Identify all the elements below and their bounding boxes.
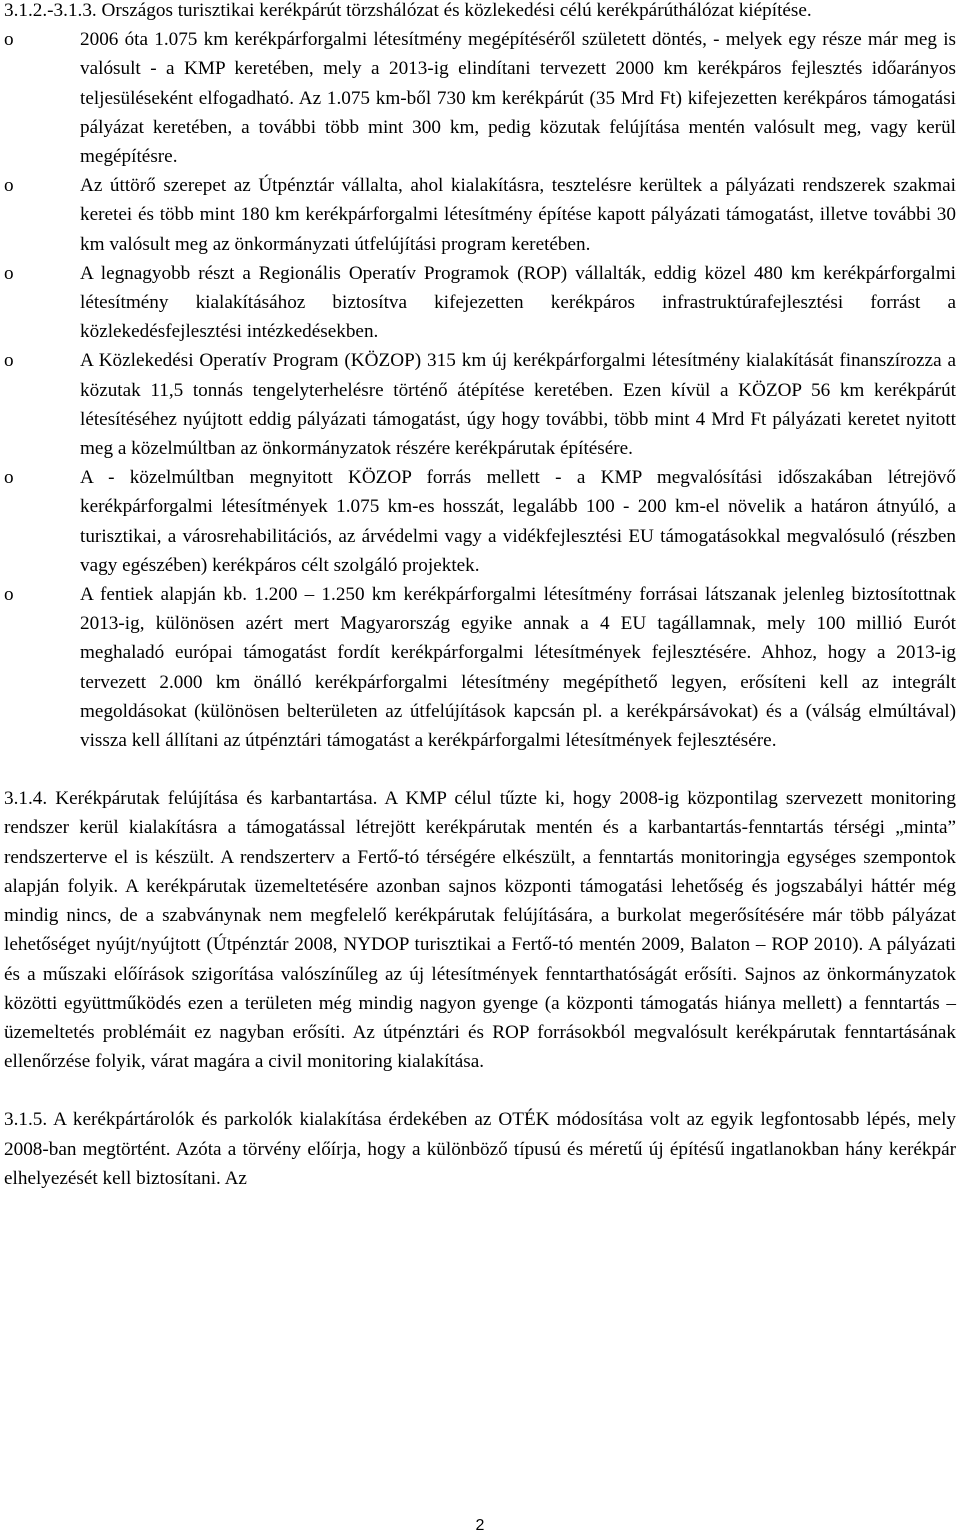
bullet-text: A legnagyobb részt a Regionális Operatív Programok (ROP) vállalták, eddig közel 480 km kerékpárforgalmi létesítmény kialakításához biztosítva kifejezetten kerékpáros infrastruktúrafejlesztési forrást a közlekedésfejlesztési intézkedésekben. [80,262,956,343]
list-item [4,346,956,463]
list-item [4,171,956,259]
bullet-text: Az úttörő szerepet az Útpénztár vállalta, ahol kialakításra, tesztelésre kerültek a pályázati rendszerek szakmai keretei és több mint 180 km kerékpárforgalmi létesítmény építése kapott pályázati támogatást, illetve további 30 km valósult meg az önkormányzati útfelújítási program keretében. [80,175,956,255]
list-item [4,463,956,580]
document-page [4,0,956,1193]
list-item [4,25,956,171]
bullet-text: A fentiek alapján kb. 1.200 – 1.250 km kerékpárforgalmi létesítmény forrásai látszanak jelenleg biztosítottnak 2013-ig, különösen azért mert Magyarország egyike annak a 4 EU tagállamnak, mely 100 millió Eurót meghaladó európai támogatást fordít kerékpárforgalmi létesítmények fejlesztésére. Ahhoz, hogy a 2013-ig tervezett 2.000 km önálló kerékpárforgalmi létesítmény megépíthető legyen, erősíteni kell az integrált megoldásokat (különösen belterületen az útfelújítások kapcsán pl. a kerékpársávokat) és a (válság elmúltával) vissza kell állítani az útpénztári támogatást a kerékpárforgalmi létesítmények fejlesztésére. [80,584,956,752]
bullet-marker: o [4,584,14,606]
page-number: 2 [475,1517,485,1534]
bullet-marker: o [4,29,14,51]
bullet-text: A - közelmúltban megnyitott KÖZOP forrás mellett - a KMP megvalósítási időszakában létrejövő kerékpárforgalmi létesítmények 1.075 km-es hosszát, legalább 100 - 200 km-el növelik a határon átnyúló, a turisztikai, a városrehabilitációs, az árvédelmi vagy a vidékfejlesztési EU támogatásokkal megvalósuló (részben vagy egészében) kerékpáros célt szolgáló projektek. [80,467,956,576]
section-paragraph-315: 3.1.5. A kerékpártárolók és parkolók kialakítása érdekében az OTÉK módosítása volt az egyik legfontosabb lépés, mely 2008-ban megtörtént. Azóta a törvény előírja, hogy a különböző típusú és méretű új építésű ingatlanokban hány kerékpár elhelyezését kell biztosítani. Az [4,1109,956,1189]
list-item [4,580,956,755]
bullet-list [4,25,956,755]
bullet-marker: o [4,350,14,372]
bullet-marker: o [4,467,14,489]
bullet-marker: o [4,175,14,197]
list-item [4,259,956,347]
bullet-text: A Közlekedési Operatív Program (KÖZOP) 315 km új kerékpárforgalmi létesítmény kialakítását finanszírozza a közutak 11,5 tonnás tengelyterhelésre történő átépítése keretében. Ezen kívül a KÖZOP 56 km kerékpárút létesítéséhez nyújtott eddig pályázati támogatást, úgy hogy további, több mint 4 Mrd Ft pályázati keretet nyitott meg a közelmúltban az önkormányzatok részére kerékpárutak építésére. [80,350,956,460]
bullet-marker: o [4,262,14,284]
section-paragraph-314: 3.1.4. Kerékpárutak felújítása és karbantartása. A KMP célul tűzte ki, hogy 2008-ig központilag szervezett monitoring rendszer kerül kialakításra a támogatással létrejött kerékpárutak mentén és a karbantartás-fenntartás térségi „minta” rendszerterve el is készült. A rendszerterv a Fertő-tó térségére elkészült, a fenntartás monitoringja egységes szempontok alapján folyik. A kerékpárutak üzemeltetésére azonban sajnos központi támogatási lehetőség és jogszabályi háttér még mindig nincs, de a szabványnak nem megfelelő kerékpárutak felújítására, a burkolat megerősítésére már több pályázat lehetőséget nyújt/nyújtott (Útpénztár 2008, NYDOP turisztikai a Fertő-tó mentén 2009, Balaton – ROP 2010). A pályázati és a műszaki előírások szigorítása valószínűleg az új létesítmények fenntarthatóságát erősíti. Sajnos az önkormányzatok közötti együttműködés ezen a területen még mindig nagyon gyenge (a központi támogatás hiánya mellett) a fenntartás – üzemeltetés problémáit ez nagyban erősíti. Az útpénztári és ROP forrásokból megvalósult kerékpárutak fenntartásának ellenőrzése folyik, várat magára a civil monitoring kialakítása. [4,788,956,1073]
bullet-text: 2006 óta 1.075 km kerékpárforgalmi létesítmény megépítéséről született döntés, - melyek egy része már meg is valósult - a KMP keretében, mely a 2013-ig elindítani tervezett 2000 km kerékpáros fejlesztés időarányos teljesüléseként elfogadható. Az 1.075 km-ből 730 km kerékpárút (35 Mrd Ft) kifejezetten kerékpáros támogatási pályázat keretében, a további több mint 300 km, pedig közutak felújítása mentén valósult meg, vagy kerül megépítésre. [80,29,956,168]
section-heading-312-313: 3.1.2.-3.1.3. Országos turisztikai kerékpárút törzshálózat és közlekedési célú kerékpárúthálózat kiépítése. [4,0,812,21]
